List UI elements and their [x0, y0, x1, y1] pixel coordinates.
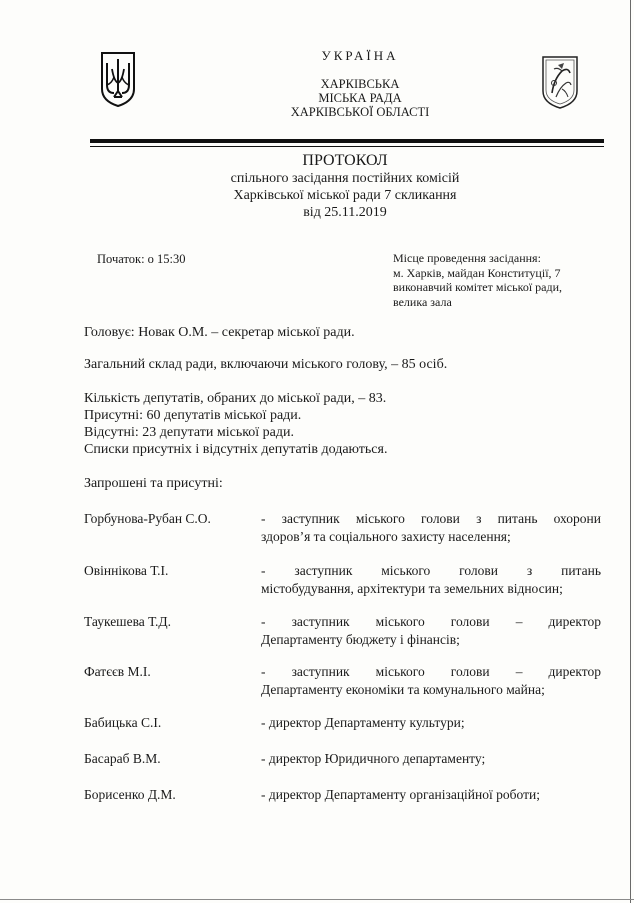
- meeting-start-time: Початок: о 15:30: [97, 252, 186, 266]
- role-line: - заступник міського голови з питань: [261, 563, 601, 578]
- coat-of-arms-kharkiv-icon: [540, 53, 580, 109]
- org-line: МІСЬКА РАДА: [318, 91, 402, 105]
- place-line: м. Харків, майдан Конституції, 7: [393, 265, 561, 280]
- org-line: ХАРКІВСЬКА: [320, 77, 400, 91]
- invited-role: [261, 714, 601, 732]
- invited-role: [261, 613, 601, 649]
- header-divider-thick: [90, 139, 604, 143]
- place-line: виконавчий комітет міської ради,: [393, 280, 563, 294]
- role-line: - заступник міського голови – директор: [261, 664, 601, 679]
- role-line: - директор Юридичного департаменту;: [261, 751, 486, 766]
- role-line: - директор Департаменту організаційної роботи;: [261, 787, 540, 802]
- chairperson-line: Головує: Новак О.М. – секретар міської ради.: [84, 325, 355, 340]
- protocol-title: ПРОТОКОЛ: [302, 152, 388, 169]
- role-line: Департаменту економіки та комунального майна;: [261, 682, 545, 697]
- invited-heading: Запрошені та присутні:: [84, 476, 223, 491]
- scan-edge-bottom: [0, 899, 634, 900]
- scan-edge-right: [630, 0, 631, 903]
- attendance-line: Присутні: 60 депутатів міської ради.: [84, 408, 302, 423]
- title-date: від 25.11.2019: [303, 205, 387, 220]
- title-line: Харківської міської ради 7 скликання: [233, 188, 457, 203]
- title-line: спільного засідання постійних комісій: [230, 171, 460, 186]
- invited-name: Басараб В.М.: [84, 751, 161, 766]
- invited-name: Таукешева Т.Д.: [84, 614, 171, 629]
- invited-name: Фатєєв М.І.: [84, 664, 151, 679]
- role-line: - заступник міського голови – директор: [261, 614, 601, 629]
- organization-name: [265, 77, 455, 119]
- coat-of-arms-ukraine-icon: [100, 51, 136, 107]
- role-line: - директор Департаменту культури;: [261, 715, 465, 730]
- attendance-line: Відсутні: 23 депутати міської ради.: [84, 425, 295, 440]
- attendance-line: Кількість депутатів, обраних до міської ради, – 83.: [84, 391, 387, 406]
- place-line: Місце проведення засідання:: [393, 251, 541, 265]
- header-divider-thin: [90, 146, 604, 147]
- invited-name: Овіннікова Т.І.: [84, 563, 169, 578]
- document-title: [180, 151, 510, 221]
- invited-role: [261, 663, 601, 699]
- invited-name: Бабицька С.І.: [84, 715, 162, 730]
- meeting-place: [393, 251, 603, 309]
- attendance-block: [84, 390, 387, 458]
- invited-name: Борисенко Д.М.: [84, 787, 176, 802]
- country-heading: УКРАЇНА: [321, 48, 399, 63]
- invited-role: [261, 510, 601, 546]
- council-total-line: Загальний склад ради, включаючи міського голову, – 85 осіб.: [84, 357, 448, 372]
- invited-name: Горбунова-Рубан С.О.: [84, 511, 211, 526]
- invited-role: [261, 786, 601, 804]
- role-line: Департаменту бюджету і фінансів;: [261, 632, 460, 647]
- role-line: - заступник міського голови з питань охорони: [261, 511, 601, 526]
- org-line: ХАРКІВСЬКОЇ ОБЛАСТІ: [290, 105, 430, 119]
- place-line: велика зала: [393, 294, 452, 309]
- invited-role: [261, 750, 601, 768]
- role-line: здоров’я та соціального захисту населення;: [261, 529, 511, 544]
- attendance-line: Списки присутніх і відсутніх депутатів додаються.: [84, 442, 388, 457]
- role-line: містобудування, архітектури та земельних відносин;: [261, 581, 563, 596]
- invited-role: [261, 562, 601, 598]
